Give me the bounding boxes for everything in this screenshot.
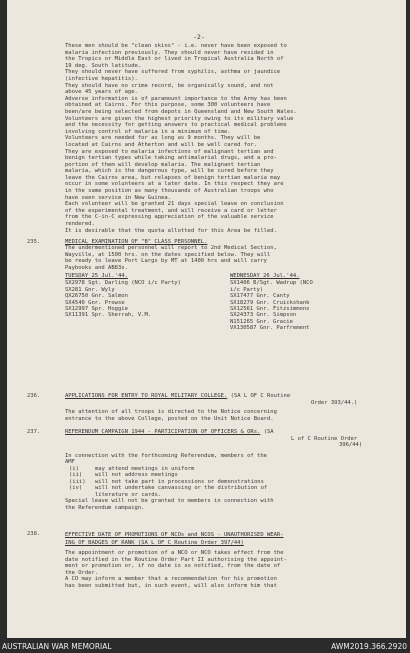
personnel-entry: SX17477 Gnr. Canty bbox=[230, 293, 290, 300]
text-line: Adverse information is of paramount importance to the Army has been bbox=[65, 95, 287, 102]
text-line: have seen service in New Guinea. bbox=[65, 194, 171, 201]
referendum-intro bbox=[65, 453, 395, 466]
text-line: malaria, which is the dangerous type, will be cured before they bbox=[65, 168, 274, 175]
text-line: the Order. bbox=[65, 569, 99, 576]
text-line: It is desirable that the quota allotted for this Area be filled. bbox=[65, 227, 277, 234]
rule-marker: (iii) bbox=[69, 478, 86, 485]
referendum-ref: (SA bbox=[263, 429, 274, 435]
text-line: been/are being selected from depots in Queensland and New South Wales. bbox=[65, 108, 297, 115]
text-line: of the experimental treatment, and will receive a card or letter bbox=[65, 207, 277, 214]
tuesday-personnel-list bbox=[65, 280, 230, 318]
wednesday-column bbox=[230, 273, 395, 331]
tuesday-column bbox=[65, 273, 230, 331]
rule-text: literature or cards. bbox=[95, 491, 162, 498]
text-line: 19 deg. South latitude. bbox=[65, 62, 142, 69]
text-line: be ready to leave Port Largs by MT at 1400 hrs and will carry bbox=[65, 258, 267, 265]
promotions-section bbox=[65, 531, 395, 590]
referendum-section bbox=[65, 429, 395, 511]
personnel-entry: SX281 Gnr. Wyly bbox=[65, 286, 115, 293]
text-line: Wayville, at 1500 hrs. on the dates specified below. They will bbox=[65, 251, 271, 258]
text-line: involving control of malaria in a minimum of time. bbox=[65, 128, 231, 135]
personnel-entry: VX130587 Gnr. Parfrement bbox=[230, 325, 310, 332]
medical-examination-heading: MEDICAL EXAMINATION OF "B" CLASS PERSONNEL. bbox=[65, 239, 208, 245]
rule-text: may attend meetings in uniform bbox=[95, 465, 195, 472]
malaria-volunteers-section bbox=[65, 43, 395, 234]
referendum-ref-2: L of C Routine Order bbox=[291, 435, 358, 442]
personnel-entry: SX24373 Gnr. Simpson bbox=[230, 312, 297, 319]
wednesday-personnel-list bbox=[230, 280, 395, 331]
text-line: They should never have suffered from syphilis, asthma or jaundice bbox=[65, 69, 281, 76]
tuesday-heading: TUESDAY 25 Jul.'44. bbox=[65, 273, 128, 280]
document-page bbox=[7, 0, 406, 638]
referendum-ref-3: 396/44) bbox=[339, 442, 363, 449]
text-line: ment or promotion or, if no date is so notified, from the date of bbox=[65, 563, 281, 570]
military-college-ref-2: Order 393/44.) bbox=[311, 399, 358, 406]
rule-marker: (ii) bbox=[69, 472, 83, 479]
promotions-body bbox=[65, 550, 395, 590]
text-line: The attention of all troops is directed to the Notice concerning bbox=[65, 409, 277, 416]
paragraph-number-236: 236. bbox=[27, 393, 41, 399]
text-line: Volunteers are given the highest priority owing to its military value bbox=[65, 115, 294, 122]
rule-text: will not address meetings bbox=[95, 472, 178, 479]
rule-marker: (iv) bbox=[69, 485, 83, 492]
text-line: occur in some volunteers at a later date. In this respect they are bbox=[65, 181, 284, 188]
personnel-entry: SX4540 Gnr. Prowse bbox=[65, 299, 125, 306]
text-line: from the C-in-C expressing appreciation of the valuable service bbox=[65, 214, 274, 221]
personnel-entry: SX11391 Spr. Sherrah, V.M. bbox=[65, 312, 152, 319]
promotions-heading-2: ING OF BADGES OF RANK (SA L OF C Routine Order 397/44) bbox=[65, 540, 244, 546]
promotions-heading-1: EFFECTIVE DATE OF PROMOTIONS OF NCOs and NCOS - UNAUTHORISED WEAR- bbox=[65, 532, 284, 538]
rule-text: will not undertake canvassing or the distribution of bbox=[95, 485, 268, 492]
text-line: rendered. bbox=[65, 221, 95, 228]
text-line: A CO may inform a member that a recommendation for his promotion bbox=[65, 576, 277, 583]
paragraph-number-238: 238. bbox=[27, 531, 41, 537]
text-line: has been submitted but, in such event, will also inform him that bbox=[65, 582, 277, 589]
rule-text: will not take part in processions or demonstrations bbox=[95, 478, 264, 485]
archive-name: AUSTRALIAN WAR MEMORIAL bbox=[2, 642, 112, 651]
text-line: portion of them will develop malaria. The malignant tertian bbox=[65, 161, 261, 168]
personnel-entry: QX26750 Gnr. Salmon bbox=[65, 293, 128, 300]
text-line: in the same position as many thousands of Australian troops who bbox=[65, 188, 274, 195]
paragraph-number-235: 235. bbox=[27, 239, 41, 245]
text-line: the Referendum campaign. bbox=[65, 504, 145, 511]
wednesday-heading: WEDNESDAY 26 Jul.'44. bbox=[230, 273, 300, 280]
personnel-columns bbox=[65, 273, 395, 331]
text-line: The appointment or promotion of a NCO or NCO takes effect from the bbox=[65, 550, 284, 556]
referendum-rules-list bbox=[69, 466, 395, 498]
text-line: benign tertian types while taking antimalarial drugs, and a pro- bbox=[65, 155, 277, 162]
page-number: -2- bbox=[193, 33, 205, 41]
text-line: Each volunteer will be granted 21 days special leave on conclusion bbox=[65, 201, 284, 208]
text-line: These men should be "clean skins" - i.e. never have been exposed to bbox=[65, 43, 287, 49]
military-college-ref: (SA L OF C Routine bbox=[230, 393, 291, 399]
paragraph-number-237: 237. bbox=[27, 429, 41, 435]
medical-examination-section bbox=[65, 239, 395, 332]
personnel-entry: SX12997 Spr. Hoggie bbox=[65, 306, 128, 312]
military-college-body bbox=[65, 409, 395, 422]
text-line: the Tropics or Middle East or lived in Tropical Australia North of bbox=[65, 56, 284, 63]
text-line: malaria infection previously. They should never have resided in bbox=[65, 49, 274, 56]
medical-examination-body bbox=[65, 245, 395, 271]
archive-reference: AWM2019.366.2920 bbox=[331, 642, 407, 651]
text-line: In connection with the forthcoming Referendum, members of the bbox=[65, 452, 267, 459]
text-line: leave the Cairns area, but relapses of benign tertian malaria may bbox=[65, 174, 281, 181]
personnel-entry: SX1406 B/Sgt. Wadrup (NCO bbox=[230, 280, 313, 287]
personnel-entry: SX18279 Gnr. Cruickshank bbox=[230, 299, 310, 306]
text-line: Special leave will not be granted to members in connection with bbox=[65, 498, 274, 504]
text-line: Paybooks and AB83s. bbox=[65, 264, 128, 271]
referendum-outro bbox=[65, 498, 395, 511]
text-line: located at Cairns and Atherton and will be well cared for. bbox=[65, 141, 258, 148]
text-line: They should have no crime record, be organically sound, and not bbox=[65, 82, 274, 89]
referendum-heading: REFERENDUM CAMPAIGN 1944 - PARTICIPATION OF OFFICERS & ORs. bbox=[65, 429, 261, 435]
archive-footer bbox=[0, 639, 410, 653]
text-line: Volunteers are needed for as long as 9 months. They will be bbox=[65, 135, 261, 142]
text-line: (infective hepatitis). bbox=[65, 75, 138, 82]
text-line: The undermentioned personnel will report to 2nd Medical Section, bbox=[65, 245, 277, 251]
military-college-heading: APPLICATIONS FOR ENTRY TO ROYAL MILITARY COLLEGE. bbox=[65, 393, 228, 399]
text-line: obtained at Cairns. For this purpose, some 300 volunteers have bbox=[65, 102, 271, 109]
personnel-entry: N151265 Gnr. Gracie bbox=[230, 318, 293, 325]
text-line: They are exposed to malaria infections of malignant tertian and bbox=[65, 148, 274, 155]
text-line: and the necessity for getting answers to practical medical problems bbox=[65, 122, 287, 129]
text-line: AMF bbox=[65, 459, 75, 466]
text-line: entrance to the above College, posted on the Unit Notice Board. bbox=[65, 415, 274, 422]
personnel-entry: SX12561 Gnr. Fitzsimmons bbox=[230, 306, 310, 312]
personnel-entry: SX2978 Sgt. Darling (NCO i/c Party) bbox=[65, 280, 181, 287]
text-line: above 45 years of age. bbox=[65, 89, 138, 96]
rule-marker: (i) bbox=[69, 465, 79, 472]
text-line: date notified in the Routine Order Part II authorising the appoint- bbox=[65, 556, 287, 563]
military-college-section bbox=[65, 393, 395, 422]
personnel-entry: i/c Party) bbox=[230, 286, 264, 293]
